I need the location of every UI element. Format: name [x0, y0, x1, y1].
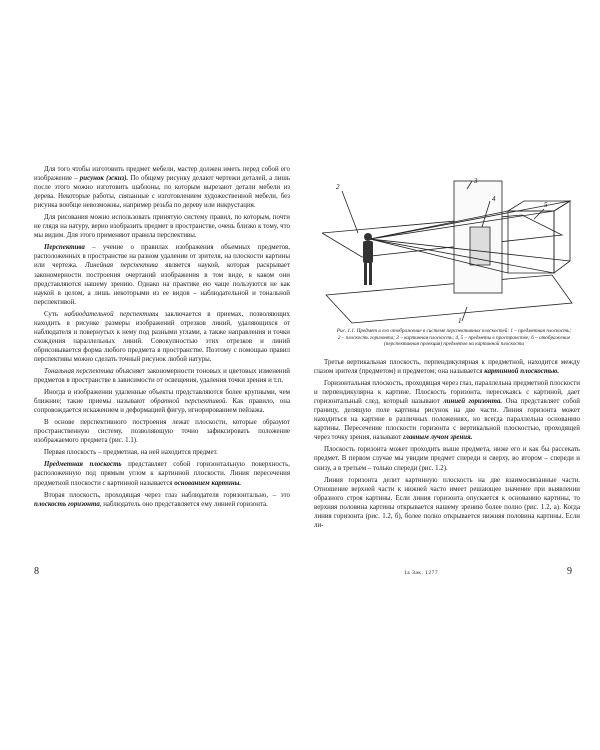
- observer-figure: [363, 233, 373, 285]
- fig-label-5: 5: [544, 201, 548, 209]
- horizon-plane-shape: [322, 215, 562, 257]
- left-paragraph-3: Перспектива – учение о правилах изображения объемных предметов, расположенных в пространстве на разном удалении от зрителя, на плоскости картины или чертежа. Линейная перспектива является наукой, которая раскрывает закономерности построения очертаний изображения в том виде, в каком они представляются нашему зрению. Однако на практике ею чаще пользуются не как наукой в целом, а лишь некоторыми из ее видов – наблюдательной и тональной перспективой.: [34, 244, 291, 306]
- footer-code: 1а Зак. 1277: [404, 570, 439, 576]
- term-risunok: рисунок (эскиз).: [79, 175, 129, 183]
- fig-label-3: 3: [474, 177, 478, 185]
- observer-body: [363, 241, 373, 263]
- term-object-plane: Предметная плоскость: [44, 461, 122, 469]
- observer-leg-right: [369, 263, 372, 285]
- term-picture-base: основанием картины.: [174, 479, 242, 487]
- term-main-ray: главным лучом зрения.: [402, 434, 473, 442]
- box-5-side: [554, 201, 570, 273]
- observer-head: [364, 233, 372, 241]
- right-paragraph-2: Горизонтальная плоскость, проходящая через глаз, параллельна предметной плоскости и перпендикулярна к картине. Плоскость горизонта, пересекаясь с картиной, дает горизонтальный след, который называют линией горизонта. Она представляет собой границу, делящую поле картины рисунок на две части. Линия горизонта может находиться на картине в различных положениях, но всегда параллельна основанию картины. Пересечение плоскости горизонта с вертикальной плоскостью, проходящей через точку зрения, называют главным лучом зрения.: [314, 380, 580, 442]
- left-paragraph-9: Предметная плоскость представляет собой горизонтальную поверхность, расположенную под прямым углом к картинной плоскости. Линия пересечения предметной плоскости с картинной называется основанием картины.: [34, 461, 290, 487]
- right-paragraph-1: Третья вертикальная плоскость, перпендикулярная к предметной, находится между глазом зрителя (предметом) и предметом; она называется картинной плоскостью.: [314, 359, 580, 376]
- term-picture-plane: картинной плоскостью.: [484, 368, 560, 376]
- left-page-body: [34, 165, 290, 512]
- left-paragraph-7: В основе перспективного построения лежат плоскости, которые образуют пространственную систему, позволяющую точно зафиксировать положение изображаемого предмета (рис. 1.1).: [34, 419, 290, 445]
- left-paragraph-6: Иногда в изображении удаленные объекты представляются более крупными, чем ближние; такие приемы называют обратной перспективой. Как правило, она сопровождается искажением и деформацией фигур, игнорированием пейзажа.: [34, 389, 290, 415]
- object-plane-shape: [326, 275, 572, 323]
- fig-label-1: 1: [458, 317, 462, 325]
- perspective-figure: [322, 175, 580, 325]
- term-tonal-perspective: Тональная перспектива: [44, 367, 114, 375]
- term-horizon-plane: плоскость горизонта: [34, 500, 100, 508]
- term-perspektiva: Перспектива: [44, 244, 85, 252]
- term-observational-perspective: наблюдательной перспективы: [64, 310, 159, 318]
- left-paragraph-5: Тональная перспектива объясняет закономерности тоновых и цветовых изменений предметов в пространстве в зависимости от освещения, удаления точки зрения и т.п.: [34, 367, 290, 385]
- observer-leg-left: [364, 263, 367, 285]
- right-paragraph-3: Плоскость горизонта может проходить выше предмета, ниже его и как бы рассекать предмет. В первом случае мы увидим предмет спереди и сверху, во втором – спереди и снизу, а в третьем – только спереди (рис. 1.2).: [314, 446, 580, 472]
- fig-label-4: 4: [492, 195, 496, 203]
- right-paragraph-4: Линия горизонта делит картинную плоскость на две взаимосвязанные части. Отношение верхней части к нижней часто имеет решающее значение при выявлении образного строя картины. Если линия горизонта опускается к основанию картины, то верхняя половина картины открывается нашему зрению более полно (рис. 1.2, а). Когда линия горизонта (рис. 1.2, б), более полно открывается нижняя половина картины. Если ли-: [314, 476, 580, 529]
- fig-label-2: 2: [336, 183, 340, 191]
- figure-caption: Рис. 1.1. Предмет и его отображение в системе перспективных плоскостей: 1 – предметная плоскость; 2 – плоскость горизонта; 3 – картинная плоскость; 4, 5 – предметы в пространстве; 6 – отображение (перспективная проекция) предметов на картинной плоскости: [336, 328, 572, 348]
- box-5-front: [508, 211, 554, 273]
- page-number-left: 8: [34, 566, 39, 577]
- left-paragraph-8: Первая плоскость – предметная, на ней находится предмет.: [44, 449, 218, 457]
- left-paragraph-10: Вторая плоскость, проходящая через глаз наблюдателя горизонтально, – это плоскость горизонта, наблюдатель оно представляется ему линией горизонта.: [34, 491, 290, 508]
- leader-2: [342, 191, 358, 233]
- leader-1: [462, 307, 467, 321]
- left-paragraph-2: Для рисования можно использовать принятую систему правил, по которым, почти не глядя на натуру, верно изобразить предмет в пространстве, очень близко к тому, что мы видим. Для этого применяют правила перспективы.: [34, 214, 290, 240]
- right-page-body: [314, 358, 580, 533]
- term-linear-perspective: Линейная перспектива: [85, 262, 158, 270]
- left-paragraph-4: Суть наблюдательной перспективы заключается в приемах, позволяющих находить в рисунке размеры изображений отрезков линий, удаляющихся от наблюдателя и повернутых к нему под разными углами, а также направления и точки схождения параллельных линий. Совокупностью этих отрезков и линий обрисовывается форма любого предмета в пространстве. Поэтому с помощью правил перспективы можно сделать точный рисунок любой натуры.: [34, 310, 290, 363]
- left-paragraph-1: Для того чтобы изготовить предмет мебели, мастер должен иметь перед собой его изображение – рисунок (эскиз). По общему рисунку делают чертежи деталей, а лишь после этого можно изготовить шаблоны, по которым вырезают детали мебели из дерева. Некоторые работы, связанные с изготовлением художественной мебели, без рисунка вообще невозможны, например резьба по дереву или инкрустация.: [34, 166, 290, 210]
- term-horizon-line: линией горизонта.: [443, 398, 503, 406]
- term-reverse-perspective: обратной перспективой.: [150, 398, 228, 406]
- page-number-right: 9: [567, 566, 572, 577]
